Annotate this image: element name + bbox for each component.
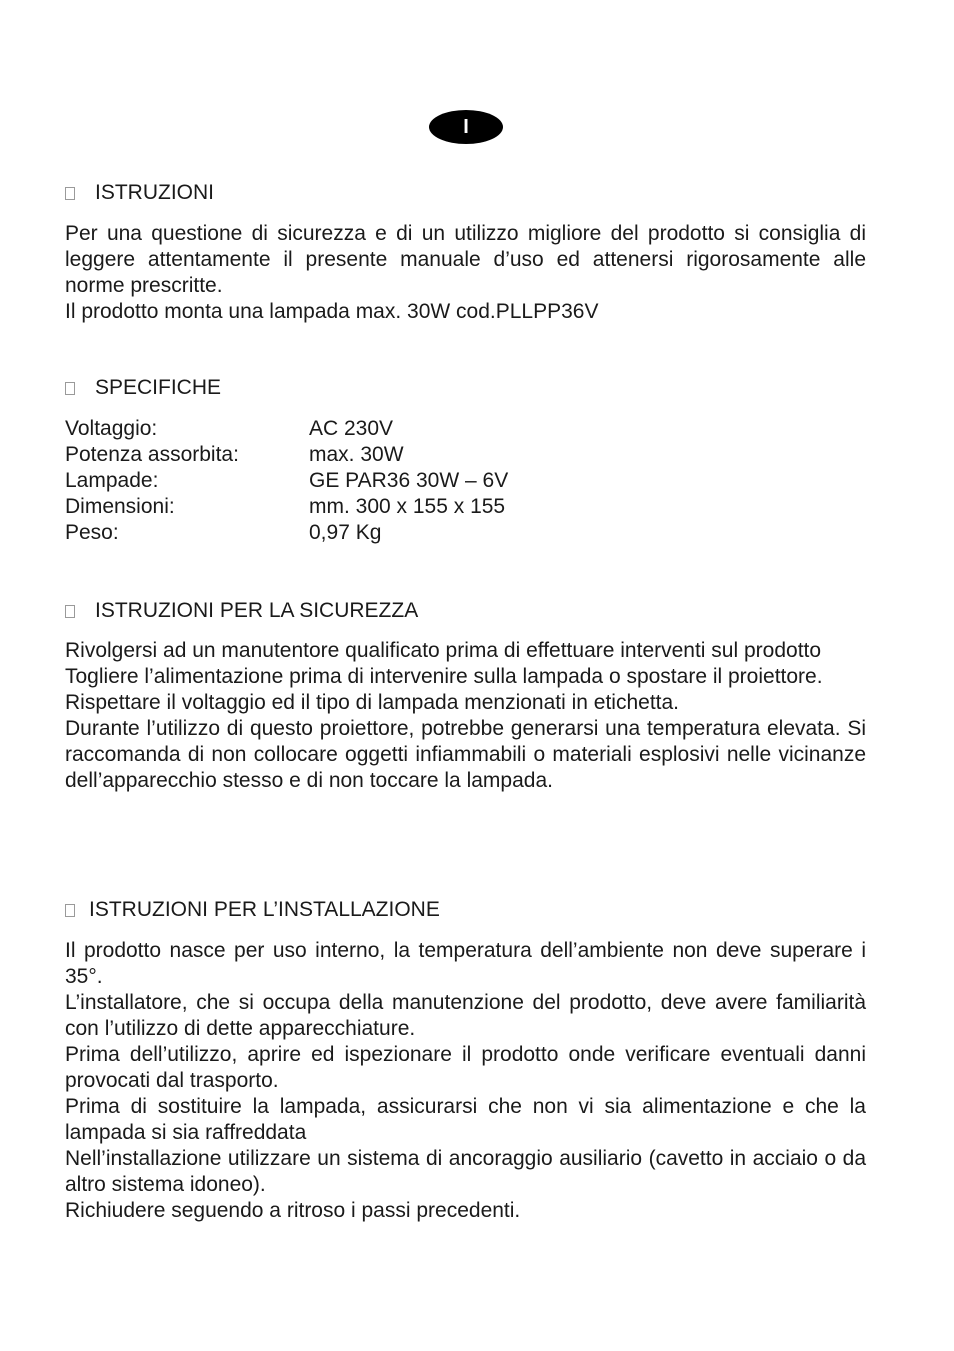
paragraph: Il prodotto nasce per uso interno, la temperatura dell’ambiente non deve superare i 35°. (65, 939, 866, 988)
spec-label: Lampade: (65, 469, 159, 492)
spec-label: Peso: (65, 521, 119, 544)
spec-row-lampade (65, 468, 866, 494)
heading-text: ISTRUZIONI (95, 181, 214, 204)
paragraph: Rivolgersi ad un manutentore qualificato prima di effettuare interventi sul prodotto (65, 639, 822, 662)
section-heading-specifiche (65, 376, 221, 400)
paragraph: Prima dell’utilizzo, aprire ed ispezionare il prodotto onde verificare eventuali danni provocati dal trasporto. (65, 1043, 866, 1092)
section-heading-sicurezza (65, 599, 418, 623)
spec-row-potenza (65, 442, 866, 468)
spec-row-peso (65, 520, 866, 546)
paragraph: Togliere l’alimentazione prima di intervenire sulla lampada o spostare il proiettore. (65, 665, 823, 688)
spec-label: Potenza assorbita: (65, 443, 239, 466)
paragraph: Per una questione di sicurezza e di un utilizzo migliore del prodotto si consiglia di leggere attentamente il presente manuale d’uso ed attenersi rigorosamente alle norme prescritte. (65, 222, 866, 297)
spec-value: 0,97 Kg (309, 521, 382, 544)
bullet-icon (65, 187, 75, 200)
spec-row-dimensioni (65, 494, 866, 520)
language-badge: I (429, 110, 503, 144)
section-body-sicurezza (65, 638, 866, 794)
paragraph: Prima di sostituire la lampada, assicurarsi che non vi sia alimentazione e che la lampada si sia raffreddata (65, 1095, 866, 1144)
paragraph: Il prodotto monta una lampada max. 30W cod.PLLPP36V (65, 300, 599, 323)
paragraph: Rispettare il voltaggio ed il tipo di lampada menzionati in etichetta. (65, 691, 680, 714)
paragraph: L’installatore, che si occupa della manutenzione del prodotto, deve avere familiarità con l’utilizzo di dette apparecchiature. (65, 991, 866, 1040)
paragraph: Richiudere seguendo a ritroso i passi precedenti. (65, 1199, 521, 1222)
heading-text: SPECIFICHE (95, 376, 222, 399)
paragraph: Durante l’utilizzo di questo proiettore, potrebbe generarsi una temperatura elevata. Si raccomanda di non collocare oggetti infiammabili o materiali esplosivi nelle vicinanze dell’apparecchio stesso e di non toccare la lampada. (65, 717, 866, 792)
section-heading-installazione (65, 898, 440, 922)
section-body-installazione (65, 938, 866, 1224)
bullet-icon (65, 382, 75, 395)
spec-value: max. 30W (309, 443, 404, 466)
bullet-icon (65, 904, 75, 917)
spec-row-voltaggio (65, 416, 866, 442)
spec-value: GE PAR36 30W – 6V (309, 469, 509, 492)
paragraph: Nell’installazione utilizzare un sistema di ancoraggio ausiliario (cavetto in acciaio o da altro sistema idoneo). (65, 1147, 866, 1196)
heading-text: ISTRUZIONI PER LA SICUREZZA (95, 599, 419, 622)
section-body-istruzioni (65, 221, 866, 325)
heading-text: ISTRUZIONI PER L’INSTALLAZIONE (89, 898, 440, 921)
spec-label: Dimensioni: (65, 495, 175, 518)
spec-table (65, 416, 866, 546)
spec-label: Voltaggio: (65, 417, 158, 440)
bullet-icon (65, 605, 75, 618)
section-heading-istruzioni (65, 181, 214, 205)
spec-value: mm. 300 x 155 x 155 (309, 495, 506, 518)
spec-value: AC 230V (309, 417, 394, 440)
